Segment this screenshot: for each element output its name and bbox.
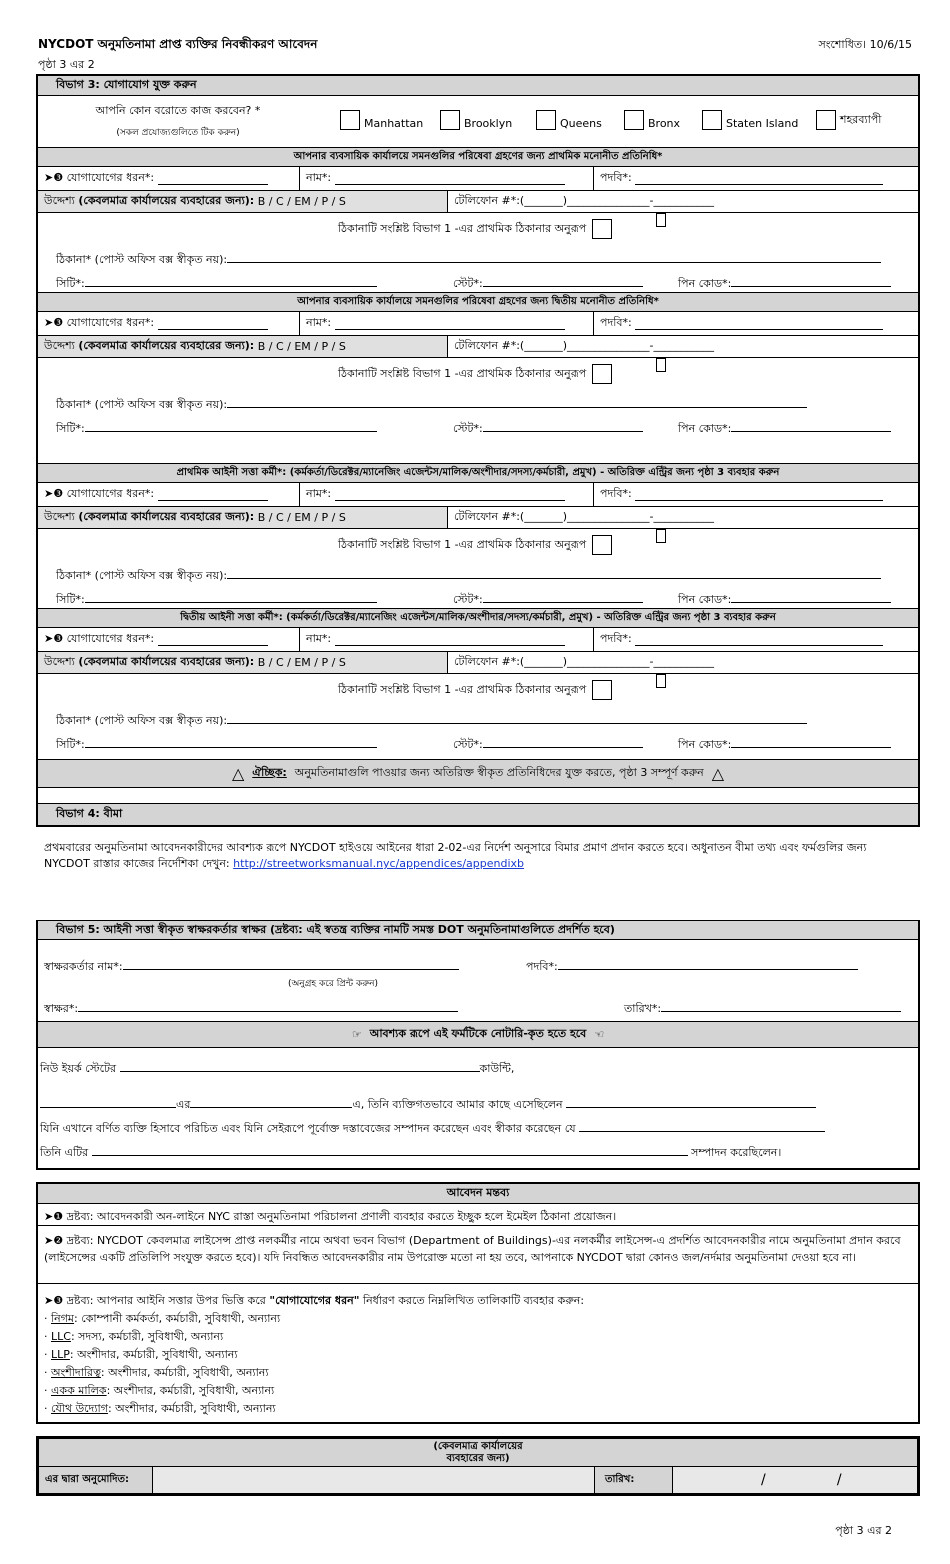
address-block: ঠিকানাটি সংশ্লিষ্ট বিভাগ 1 -এর প্রাথমিক ঠিকানার অনুরূপ ঠিকানা* (পোস্ট অফিস বক্স স্বীকৃত নয়): সিটি*: স্টেট*: পিন কোড*: <box>38 529 918 609</box>
small-box <box>656 358 666 372</box>
borough-queens[interactable]: Queens <box>536 110 602 130</box>
city-field[interactable] <box>85 736 377 748</box>
small-box <box>656 529 666 543</box>
warning-triangle-icon: △ <box>231 764 245 783</box>
same-address-checkbox[interactable] <box>592 364 612 384</box>
address-block: ঠিকানাটি সংশ্লিষ্ট বিভাগ 1 -এর প্রাথমিক ঠিকানার অনুরূপ ঠিকানা* (পোস্ট অফিস বক্স স্বীকৃত নয়): সিটি*: স্টেট*: পিন কোড*: <box>38 213 918 293</box>
optional-notice: △ ঐচ্ছিক: অনুমতিনামাগুলি পাওয়ার জন্য অতিরিক্ত স্বীকৃত প্রতিনিধিদের যুক্ত করতে, পৃষ্ঠা 3 সম্পূর্ণ করুন △ <box>38 760 918 788</box>
executed-field[interactable] <box>92 1144 688 1156</box>
borough-brooklyn[interactable]: Brooklyn <box>440 110 512 130</box>
queens-checkbox[interactable] <box>536 110 556 130</box>
approved-by-field[interactable] <box>153 1467 595 1493</box>
office-date-field[interactable]: / / <box>673 1467 917 1493</box>
designation-field[interactable] <box>635 173 883 185</box>
designation-field[interactable] <box>635 318 883 330</box>
signature-field[interactable] <box>78 1000 458 1012</box>
staten-island-checkbox[interactable] <box>702 110 722 130</box>
primary-representative-title: আপনার ব্যবসায়িক কার্যালয়ে সমনগুলির পরিষেবা গ্রহণের জন্য প্রাথমিক মনোনীত প্রতিনিধি* <box>38 148 918 167</box>
borough-question: আপনি কোন বরোতে কাজ করবেন? * <box>95 104 261 117</box>
address-field[interactable] <box>227 712 807 724</box>
purpose-row: উদ্দেশ্য (কেবলমাত্র কার্যালয়ের ব্যবহারের জন্য): B / C / EM / P / S টেলিফোন #*:(_______)_______________-___________ <box>38 652 918 674</box>
office-date-label: তারিখ: <box>595 1467 673 1493</box>
same-address-checkbox[interactable] <box>592 219 612 239</box>
contact-row: ➤❸ যোগাযোগের ধরন*: নাম*: পদবি*: <box>38 312 918 336</box>
state-field[interactable] <box>483 275 643 287</box>
page-number-bottom: পৃষ্ঠা 3 এর 2 <box>835 1524 892 1537</box>
name-field[interactable] <box>335 489 565 501</box>
office-use-title: (কেবলমাত্র কার্যালয়ের ব্যবহারের জন্য) <box>39 1439 917 1467</box>
acknowledged-field[interactable] <box>579 1120 825 1132</box>
comments-title: আবেদন মন্তব্য <box>38 1184 918 1204</box>
primary-legal-entity-staff-title: প্রাথমিক আইনী সত্তা কর্মী*: (কর্মকর্তা/ডিরেক্টর/ম্যানেজিং এজেন্টস/মালিক/অংশীদার/সদস্য/কর্মচারী, প্রমুখ) - অতিরিক্ত এন্ট্রির জন্য পৃষ্ঠা 3 ব্যবহার করুন <box>38 464 918 483</box>
notary-title-row: ☞ আবশ্যক রূপে এই ফর্মটিকে নোটারি-কৃত হতে হবে ☜ <box>38 1022 918 1048</box>
office-use-frame <box>36 1436 920 1496</box>
borough-note: (সকল প্রযোজ্যগুলিতে টিক করুন) <box>116 128 240 138</box>
section-3-title: বিভাগ 3: যোগাযোগ যুক্ত করুন <box>38 76 918 96</box>
zip-field[interactable] <box>731 736 891 748</box>
name-field[interactable] <box>335 173 565 185</box>
entity-item: · LLC: সদস্য, কর্মচারী, সুবিধাথী, অন্যান্য <box>44 1330 224 1343</box>
contact-type-field[interactable] <box>158 489 268 501</box>
comment-note-2: ➤❷ দ্রষ্টব্য: NYCDOT কেবলমাত্র লাইসেন্স প্রাপ্ত নলকর্মীর নামে অথবা ভবন বিভাগ (Department of Buildings)-এর নলকর্মীর লাইসেন্স-এ প্রদর্শিত আবেদনকারীর নামে অনুমতিনামা প্রদান করবে (লাইসেন্সের একটি প্রতিলিপি সংযুক্ত করতে হবে)। যদি নিবন্ধিত আবেদনকারীর নাম উপরোক্ত মতো না হয় তবে, আপনাকে NYCDOT দ্বারা কোনও জল/নর্দমার অনুমতিনামা দেওয়া হবে না। <box>38 1226 918 1284</box>
section-5-frame: বিভাগ 5: আইনী সত্তা স্বীকৃত স্বাক্ষরকর্তার স্বাক্ষর (দ্রষ্টব্য: এই স্বতন্ত্র ব্যক্তির নামটি সমস্ত DOT অনুমতিনামাগুলিতে প্রদর্শিত হবে) স্বাক্ষরকর্তার নাম*: (অনুগ্রহ করে প্রিন্ট করুন) পদবি*: স্বাক্ষর*: তারিখ*: ☞ আবশ্যক রূপে এই ফর্মটিকে নোটারি-কৃত হতে হবে ☜ নিউ ইয়র্ক স্টেটের কাউন্টি, এর এ, তিনি ব্যক্তিগতভাবে আমার কাছে এসেছিলেন যিনি এখানে বর্ণিত ব্যক্তি হিসাবে পরিচিত এবং যিনি সেইরূপে পূর্বোক্ত দস্তাবেজের সম্পাদন করেছেন এবং স্বীকার করেছেন যে তিনি এটির সম্পাদন করেছিলেন। <box>36 920 920 1170</box>
entity-item: · অংশীদারিত্ব: অংশীদার, কর্মচারী, সুবিধাথী, অন্যান্য <box>44 1366 269 1379</box>
designation-field[interactable] <box>635 489 883 501</box>
secondary-legal-entity-staff-title: দ্বিতীয় আইনী সত্তা কর্মী*: (কর্মকর্তা/ডিরেক্টর/ম্যানেজিং এজেন্টস/মালিক/অংশীদার/সদস্য/কর্মচারী, প্রমুখ) - অতিরিক্ত এন্ট্রির জন্য পৃষ্ঠা 3 ব্যবহার করুন <box>38 609 918 628</box>
page-number-top: পৃষ্ঠা 3 এর 2 <box>38 58 95 71</box>
address-block: ঠিকানাটি সংশ্লিষ্ট বিভাগ 1 -এর প্রাথমিক ঠিকানার অনুরূপ ঠিকানা* (পোস্ট অফিস বক্স স্বীকৃত নয়): সিটি*: স্টেট*: পিন কোড*: <box>38 674 918 760</box>
contact-row: ➤❸ যোগাযোগের ধরন*: নাম*: পদবি*: <box>38 167 918 191</box>
appeared-person-field[interactable] <box>566 1096 816 1108</box>
phone-field[interactable]: টেলিফোন #*:(_______)_______________-___________ <box>454 194 714 207</box>
notary-month-field[interactable] <box>190 1096 352 1108</box>
address-block: ঠিকানাটি সংশ্লিষ্ট বিভাগ 1 -এর প্রাথমিক ঠিকানার অনুরূপ ঠিকানা* (পোস্ট অফিস বক্স স্বীকৃত নয়): সিটি*: স্টেট*: পিন কোড*: <box>38 358 918 464</box>
purpose-row: উদ্দেশ্য (কেবলমাত্র কার্যালয়ের ব্যবহারের জন্য): B / C / EM / P / S টেলিফোন #*:(_______)_______________-___________ <box>38 507 918 529</box>
name-field[interactable] <box>335 318 565 330</box>
borough-selector <box>38 96 918 148</box>
document-title: NYCDOT অনুমতিনামা প্রাপ্ত ব্যক্তির নিবন্ধীকরণ আবেদন <box>38 37 318 51</box>
signer-designation-field[interactable] <box>558 958 858 970</box>
purpose-row: উদ্দেশ্য (কেবলমাত্র কার্যালয়ের ব্যবহারের জন্য): B / C / EM / P / S টেলিফোন #*:(_______)_______________-___________ <box>38 191 918 213</box>
entity-item: · যৌথ উদ্যোগ: অংশীদার, কর্মচারী, সুবিধাথী, অন্যান্য <box>44 1402 276 1415</box>
same-address-checkbox[interactable] <box>592 680 612 700</box>
revision-date: সংশোধিত। 10/6/15 <box>818 38 912 51</box>
comment-note-3: ➤❸ দ্রষ্টব্য: আপনার আইনি সত্তার উপর ভিত্তি করে "যোগাযোগের ধরন" নির্ধারণ করতে নিম্নলিখিত তালিকাটি ব্যবহার করুন: · নিগম: কোম্পানী কর্মকর্তা, কর্মচারী, সুবিধাথী, অন্যান্য · LLC: সদস্য, কর্মচারী, সুবিধাথী, অন্যান্য · LLP: অংশীদার, কর্মচারী, সুবিধাথী, অন্যান্য · অংশীদারিত্ব: অংশীদার, কর্মচারী, সুবিধাথী, অন্যান্য · একক মালিক: অংশীদার, কর্মচারী, সুবিধাথী, অন্যান্য · যৌথ উদ্যোগ: অংশীদার, কর্মচারী, সুবিধাথী, অন্যান্য <box>38 1284 918 1426</box>
borough-bronx[interactable]: Bronx <box>624 110 680 130</box>
citywide-checkbox[interactable] <box>816 110 836 130</box>
state-field[interactable] <box>483 591 643 603</box>
borough-citywide[interactable]: শহরব্যাপী <box>816 110 881 130</box>
city-field[interactable] <box>85 591 377 603</box>
zip-field[interactable] <box>731 591 891 603</box>
county-field[interactable] <box>120 1060 480 1072</box>
manhattan-checkbox[interactable] <box>340 110 360 130</box>
entity-item: · LLP: অংশীদার, কর্মচারী, সুবিধাথী, অন্যান্য <box>44 1348 238 1361</box>
section-4-title: বিভাগ 4: বীমা <box>38 804 918 826</box>
notary-date-field[interactable] <box>40 1096 176 1108</box>
warning-triangle-icon: △ <box>711 764 725 783</box>
print-note: (অনুগ্রহ করে প্রিন্ট করুন) <box>288 979 379 989</box>
city-field[interactable] <box>85 420 377 432</box>
borough-staten-island[interactable]: Staten Island <box>702 110 798 130</box>
zip-field[interactable] <box>731 275 891 287</box>
secondary-representative-title: আপনার ব্যবসায়িক কার্যালয়ে সমনগুলির পরিষেবা গ্রহণের জন্য দ্বিতীয় মনোনীত প্রতিনিধি* <box>38 293 918 312</box>
pointing-hand-right-icon: ☞ <box>351 1028 362 1041</box>
purpose-row: উদ্দেশ্য (কেবলমাত্র কার্যালয়ের ব্যবহারের জন্য): B / C / EM / P / S টেলিফোন #*:(_______)_______________-___________ <box>38 336 918 358</box>
brooklyn-checkbox[interactable] <box>440 110 460 130</box>
section-3-frame <box>36 74 920 870</box>
comment-note-1: ➤❶ দ্রষ্টব্য: আবেদনকারী অন-লাইনে NYC রাস্তা অনুমতিনামা পরিচালনা প্রণালী ব্যবহার করতে ইচ্ছুক হলে ইমেইল ঠিকানা প্রয়োজন। <box>38 1204 918 1226</box>
entity-item: · নিগম: কোম্পানী কর্মকর্তা, কর্মচারী, সুবিধাথী, অন্যান্য <box>44 1312 281 1325</box>
contact-type-field[interactable] <box>158 173 268 185</box>
entity-item: · একক মালিক: অংশীদার, কর্মচারী, সুবিধাথী, অন্যান্য <box>44 1384 275 1397</box>
appendix-link[interactable]: http://streetworksmanual.nyc/appendices/appendixb <box>233 857 525 870</box>
notary-block: নিউ ইয়র্ক স্টেটের কাউন্টি, এর এ, তিনি ব্যক্তিগতভাবে আমার কাছে এসেছিলেন যিনি এখানে বর্ণিত ব্যক্তি হিসাবে পরিচিত এবং যিনি সেইরূপে পূর্বোক্ত দস্তাবেজের সম্পাদন করেছেন এবং স্বীকার করেছেন যে তিনি এটির সম্পাদন করেছিলেন। <box>38 1048 918 1164</box>
same-address-checkbox[interactable] <box>592 535 612 555</box>
section-5-title: বিভাগ 5: আইনী সত্তা স্বীকৃত স্বাক্ষরকর্তার স্বাক্ষর (দ্রষ্টব্য: এই স্বতন্ত্র ব্যক্তির নামটি সমস্ত DOT অনুমতিনামাগুলিতে প্রদর্শিত হবে) <box>38 920 918 940</box>
zip-field[interactable] <box>731 420 891 432</box>
borough-manhattan[interactable]: Manhattan <box>340 110 423 130</box>
address-field[interactable] <box>227 567 881 579</box>
signature-date-field[interactable] <box>661 1000 901 1012</box>
address-field[interactable] <box>227 251 881 263</box>
signer-name-field[interactable] <box>123 958 459 970</box>
state-field[interactable] <box>483 736 643 748</box>
city-field[interactable] <box>85 275 377 287</box>
contact-row: ➤❸ যোগাযোগের ধরন*: নাম*: পদবি*: <box>38 483 918 507</box>
contact-type-field[interactable] <box>158 634 268 646</box>
pointing-hand-left-icon: ☜ <box>594 1028 605 1041</box>
approved-by-label: এর দ্বারা অনুমোদিত: <box>39 1467 153 1493</box>
state-field[interactable] <box>483 420 643 432</box>
small-box <box>656 674 666 688</box>
contact-type-field[interactable] <box>158 318 268 330</box>
address-field[interactable] <box>227 396 807 408</box>
comments-frame <box>36 1182 920 1424</box>
phone-field[interactable]: টেলিফোন #*:(_______)_______________-___________ <box>454 510 714 523</box>
small-box <box>656 213 666 227</box>
insurance-text: প্রথমবারের অনুমতিনামা আবেদনকারীদের আবশ্যক রূপে NYCDOT হাইওয়ে আইনের ধারা 2-02-এর নির্দেশ অনুসারে বিমার প্রমাণ প্রদান করতে হবে। অধুনাতন বীমা তথ্য এবং ফর্মগুলির জন্য NYCDOT রাস্তার কাজের নির্দেশিকা দেখুন: http://streetworksmanual.nyc/appendices/appendixb <box>44 841 867 870</box>
contact-row: ➤❸ যোগাযোগের ধরন*: নাম*: পদবি*: <box>38 628 918 652</box>
bronx-checkbox[interactable] <box>624 110 644 130</box>
name-field[interactable] <box>335 634 565 646</box>
designation-field[interactable] <box>635 634 883 646</box>
phone-field[interactable]: টেলিফোন #*:(_______)_______________-___________ <box>454 339 714 352</box>
phone-field[interactable]: টেলিফোন #*:(_______)_______________-___________ <box>454 655 714 668</box>
